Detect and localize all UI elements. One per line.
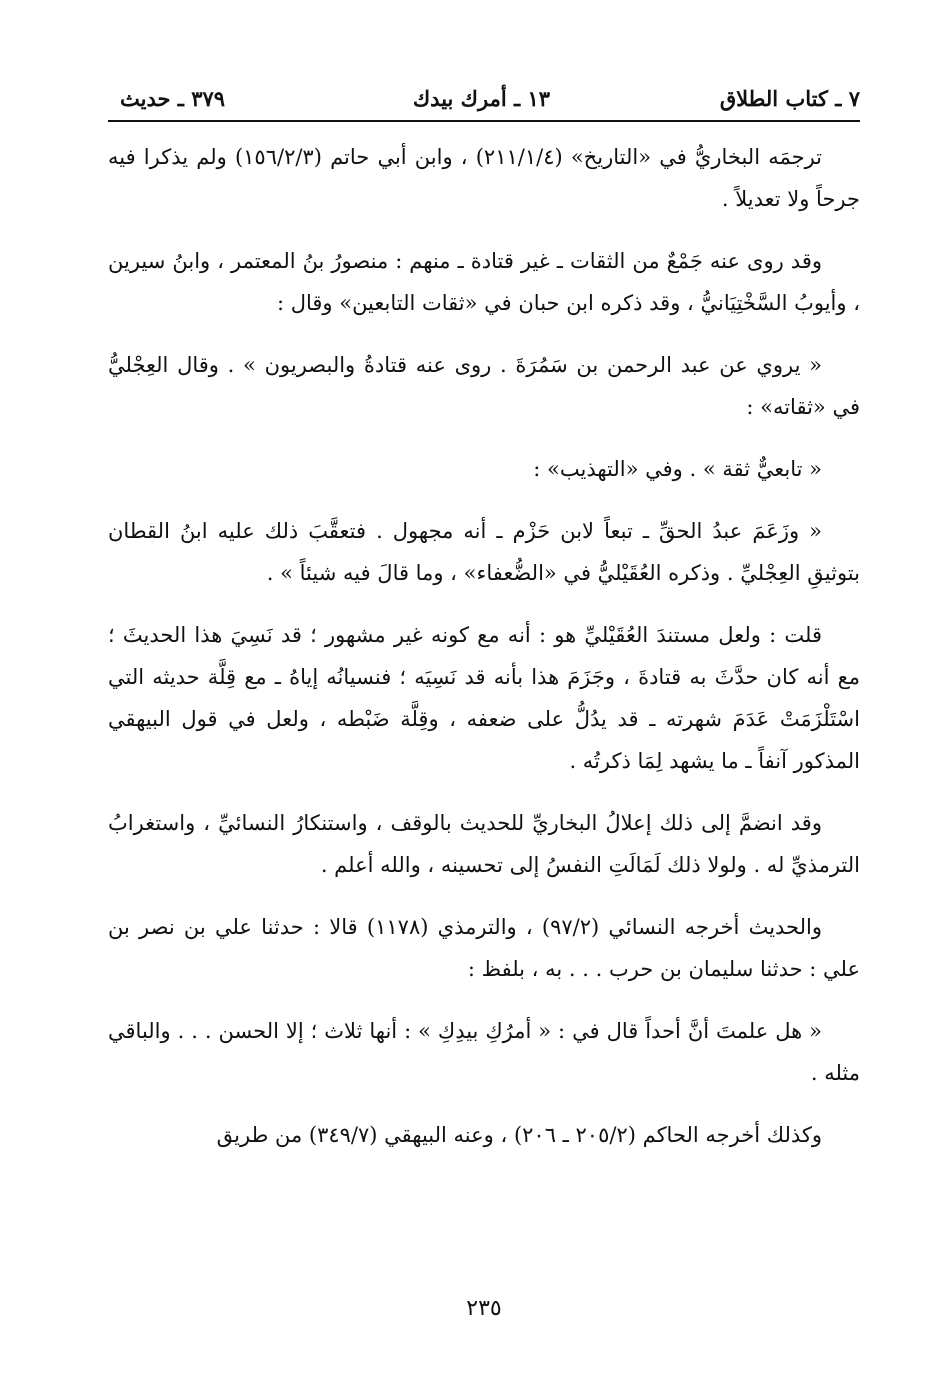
paragraph: والحديث أخرجه النسائي (٩٧/٢) ، والترمذي (١١٧٨) قالا : حدثنا علي بن نصر بن علي : حدثنا سليمان بن حرب . . . به ، بلفظ : xyxy=(108,915,860,981)
paragraph: وكذلك أخرجه الحاكم (٢٠٥/٢ ـ ٢٠٦) ، وعنه البيهقي (٣٤٩/٧) من طريق xyxy=(216,1123,822,1147)
paragraph: وقد انضمَّ إلى ذلك إعلالُ البخاريِّ للحديث بالوقف ، واستنكارُ النسائيِّ ، واستغرابُ الترمذيِّ له . ولولا ذلك لَمَالَتِ النفسُ إلى تحسينه ، والله أعلم . xyxy=(108,811,860,877)
header-section: ١٣ ـ أمرك بيدك xyxy=(412,86,550,111)
paragraph: ترجمَه البخاريُّ في «التاريخ» (٢١١/١/٤) ، وابن أبي حاتم (١٥٦/٢/٣) ولم يذكرا فيه جرحاً ولا تعديلاً . xyxy=(108,145,860,211)
paragraph: « وزَعَمَ عبدُ الحقِّ ـ تبعاً لابن حَزْم ـ أنه مجهول . فتعقَّبَ ذلك عليه ابنُ القطان بتوثيقِ العِجْليِّ . وذكره العُقَيْليُّ في «الضُّعفاء» ، وما قالَ فيه شيئاً » . xyxy=(108,519,860,585)
paragraph: « يروي عن عبد الرحمن بن سَمُرَةَ . روى عنه قتادةُ والبصريون » . وقال العِجْليُّ في «ثقاته» : xyxy=(108,353,860,419)
paragraph: وقد روى عنه جَمْعٌ من الثقات ـ غير قتادة ـ منهم : منصورُ بنُ المعتمر ، وابنُ سيرين ، وأيوبُ السَّخْتِيَانيُّ ، وقد ذكره ابن حبان في «ثقات التابعين» وقال : xyxy=(108,249,860,315)
paragraph: « هل علمتَ أنَّ أحداً قال في : « أمرُكِ بيدِكِ » : أنها ثلاث ؛ إلا الحسن . . . والباقي مثله . xyxy=(108,1019,860,1085)
book-page xyxy=(108,0,860,1374)
paragraph: قلت : ولعل مستندَ العُقَيْليِّ هو : أنه مع كونه غير مشهور ؛ قد نَسِيَ هذا الحديثَ ؛ مع أنه كان حدَّثَ به قتادةَ ، وجَزَمَ هذا بأنه قد نَسِيَه ؛ فنسيانُه إياهُ ـ مع قِلَّة حديثه التي اسْتَلْزَمَتْ عَدَمَ شهرته ـ قد يدُلُّ على ضعفه ، وقِلَّة ضَبْطه ، ولعل في قول البيهقي المذكور آنفاً ـ ما يشهد لِمَا ذكرتُه . xyxy=(108,623,860,773)
header-hadith-number: ٣٧٩ ـ حديث xyxy=(120,86,226,111)
paragraph: « تابعيٌّ ثقة » . وفي «التهذيب» : xyxy=(533,457,822,481)
header-chapter: ٧ ـ كتاب الطلاق xyxy=(719,86,860,111)
page-body xyxy=(108,136,860,1176)
running-header xyxy=(108,84,860,122)
page-number: ٢٣٥ xyxy=(466,1296,502,1321)
